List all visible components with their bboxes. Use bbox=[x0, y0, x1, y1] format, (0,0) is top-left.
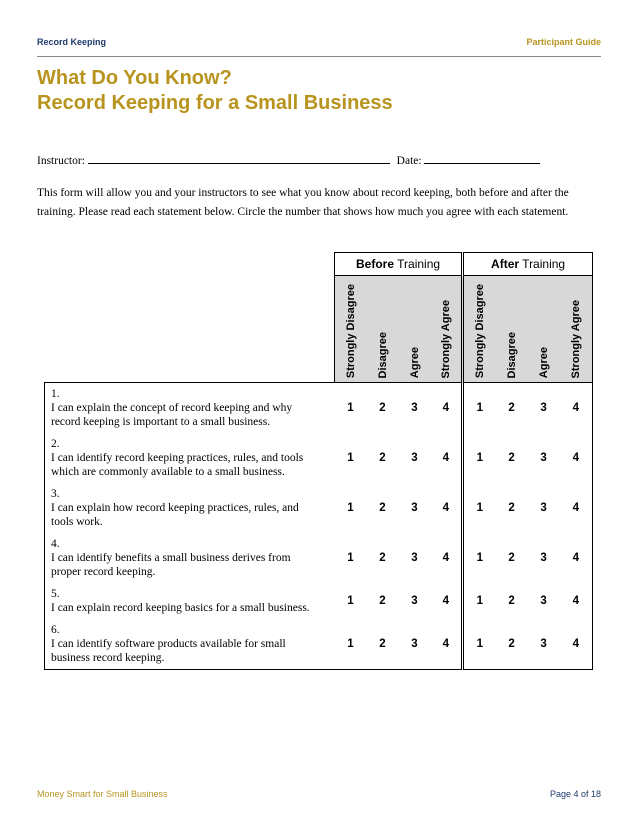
statement-cell bbox=[45, 483, 335, 533]
before-score-4[interactable]: 4 bbox=[442, 552, 449, 564]
intro-paragraph: This form will allow you and your instructors to see what you know about record keeping, both before and after the training. Please read each statement below. Circle the number that shows how much you agree with each statement. bbox=[37, 187, 569, 218]
after-score-1[interactable]: 1 bbox=[463, 619, 496, 670]
after-score-3[interactable]: 3 bbox=[540, 502, 547, 514]
statement-cell bbox=[45, 383, 335, 434]
after-score-2[interactable]: 2 bbox=[496, 619, 528, 670]
statement-text: I can explain the concept of record keeping and why record keeping is important to a small business. bbox=[51, 402, 293, 428]
before-score-3[interactable]: 3 bbox=[399, 619, 431, 670]
before-score-1[interactable]: 1 bbox=[347, 402, 354, 414]
instructor-field[interactable] bbox=[88, 152, 390, 164]
before-strongly-disagree-header: Strongly Disagree bbox=[344, 283, 357, 378]
before-score-2[interactable]: 2 bbox=[367, 619, 399, 670]
before-score-2[interactable]: 2 bbox=[379, 552, 386, 564]
statement-text: I can identify software products available for small business record keeping. bbox=[51, 638, 286, 664]
statement-cell bbox=[45, 433, 335, 483]
statement-number: 1. bbox=[51, 388, 60, 400]
footer-page-number: Page 4 of 18 bbox=[549, 789, 601, 799]
before-strongly-agree-header: Strongly Agree bbox=[439, 299, 452, 378]
instructor-date-row bbox=[37, 152, 540, 167]
after-score-1[interactable]: 1 bbox=[463, 383, 496, 434]
statement-cell bbox=[45, 533, 335, 583]
statement-number: 2. bbox=[51, 438, 60, 450]
after-score-2[interactable]: 2 bbox=[508, 595, 515, 607]
title-line-1: What Do You Know? bbox=[37, 67, 232, 89]
after-score-4[interactable]: 4 bbox=[560, 533, 593, 583]
after-score-1[interactable]: 1 bbox=[463, 433, 496, 483]
header-divider bbox=[37, 56, 601, 57]
statement-text: I can identify record keeping practices, rules, and tools which are commonly available to a small business. bbox=[51, 452, 304, 478]
before-score-4[interactable]: 4 bbox=[442, 502, 449, 514]
before-score-2[interactable]: 2 bbox=[379, 402, 386, 414]
before-score-4[interactable]: 4 bbox=[431, 619, 463, 670]
before-agree-header: Agree bbox=[408, 346, 421, 378]
before-score-1[interactable]: 1 bbox=[347, 552, 354, 564]
after-strongly-agree-header: Strongly Agree bbox=[569, 299, 582, 378]
header-section-label: Record Keeping bbox=[37, 37, 107, 47]
page-title bbox=[37, 66, 393, 116]
before-score-1[interactable]: 1 bbox=[347, 595, 354, 607]
before-score-2[interactable]: 2 bbox=[379, 595, 386, 607]
after-score-4[interactable]: 4 bbox=[560, 483, 593, 533]
before-score-4[interactable]: 4 bbox=[442, 402, 449, 414]
table-row bbox=[45, 619, 593, 670]
footer-course-name: Money Smart for Small Business bbox=[37, 789, 168, 799]
before-disagree-header: Disagree bbox=[376, 331, 389, 378]
before-score-4[interactable]: 4 bbox=[442, 452, 449, 464]
before-score-3[interactable]: 3 bbox=[411, 452, 418, 464]
after-score-3[interactable]: 3 bbox=[528, 619, 560, 670]
after-disagree-header: Disagree bbox=[505, 331, 518, 378]
statement-number: 6. bbox=[51, 624, 60, 636]
after-score-2[interactable]: 2 bbox=[508, 552, 515, 564]
table-row bbox=[45, 433, 593, 483]
table-row bbox=[45, 483, 593, 533]
table-row bbox=[45, 583, 593, 619]
statement-number: 5. bbox=[51, 588, 60, 600]
after-agree-header: Agree bbox=[537, 346, 550, 378]
before-score-3[interactable]: 3 bbox=[411, 402, 418, 414]
after-score-1[interactable]: 1 bbox=[463, 583, 496, 619]
before-score-1[interactable]: 1 bbox=[347, 502, 354, 514]
before-score-3[interactable]: 3 bbox=[411, 502, 418, 514]
after-training-header bbox=[463, 253, 593, 276]
after-score-2[interactable]: 2 bbox=[508, 452, 515, 464]
after-bold: After bbox=[491, 257, 520, 271]
header-guide-label: Participant Guide bbox=[526, 37, 601, 47]
statement-cell bbox=[45, 619, 335, 670]
after-score-4[interactable]: 4 bbox=[560, 583, 593, 619]
after-score-4[interactable]: 4 bbox=[560, 619, 593, 670]
before-bold: Before bbox=[356, 257, 395, 271]
after-strongly-disagree-header: Strongly Disagree bbox=[473, 283, 486, 378]
before-score-3[interactable]: 3 bbox=[411, 552, 418, 564]
statement-text: I can explain record keeping basics for a small business. bbox=[51, 602, 310, 614]
before-score-3[interactable]: 3 bbox=[411, 595, 418, 607]
after-score-1[interactable]: 1 bbox=[463, 483, 496, 533]
before-suffix: Training bbox=[394, 257, 441, 271]
before-score-4[interactable]: 4 bbox=[442, 595, 449, 607]
date-field[interactable] bbox=[424, 152, 540, 164]
after-score-3[interactable]: 3 bbox=[540, 595, 547, 607]
before-score-2[interactable]: 2 bbox=[379, 502, 386, 514]
statement-cell bbox=[45, 583, 335, 619]
before-training-header bbox=[335, 253, 463, 276]
before-score-1[interactable]: 1 bbox=[347, 452, 354, 464]
after-suffix: Training bbox=[519, 257, 566, 271]
before-score-2[interactable]: 2 bbox=[379, 452, 386, 464]
statement-text: I can explain how record keeping practices, rules, and tools work. bbox=[51, 502, 299, 528]
statement-number: 3. bbox=[51, 488, 60, 500]
table-row bbox=[45, 533, 593, 583]
date-label: Date: bbox=[396, 155, 422, 167]
after-score-4[interactable]: 4 bbox=[560, 433, 593, 483]
table-row bbox=[45, 383, 593, 434]
after-score-3[interactable]: 3 bbox=[540, 402, 547, 414]
after-score-1[interactable]: 1 bbox=[463, 533, 496, 583]
after-score-4[interactable]: 4 bbox=[560, 383, 593, 434]
after-score-2[interactable]: 2 bbox=[508, 402, 515, 414]
after-score-3[interactable]: 3 bbox=[540, 452, 547, 464]
self-assessment-table bbox=[44, 252, 592, 664]
after-score-2[interactable]: 2 bbox=[508, 502, 515, 514]
statement-text: I can identify benefits a small business derives from proper record keeping. bbox=[51, 552, 291, 578]
instructor-label: Instructor: bbox=[37, 155, 85, 167]
before-score-1[interactable]: 1 bbox=[335, 619, 367, 670]
title-line-2: Record Keeping for a Small Business bbox=[37, 92, 393, 114]
after-score-3[interactable]: 3 bbox=[540, 552, 547, 564]
statement-number: 4. bbox=[51, 538, 60, 550]
